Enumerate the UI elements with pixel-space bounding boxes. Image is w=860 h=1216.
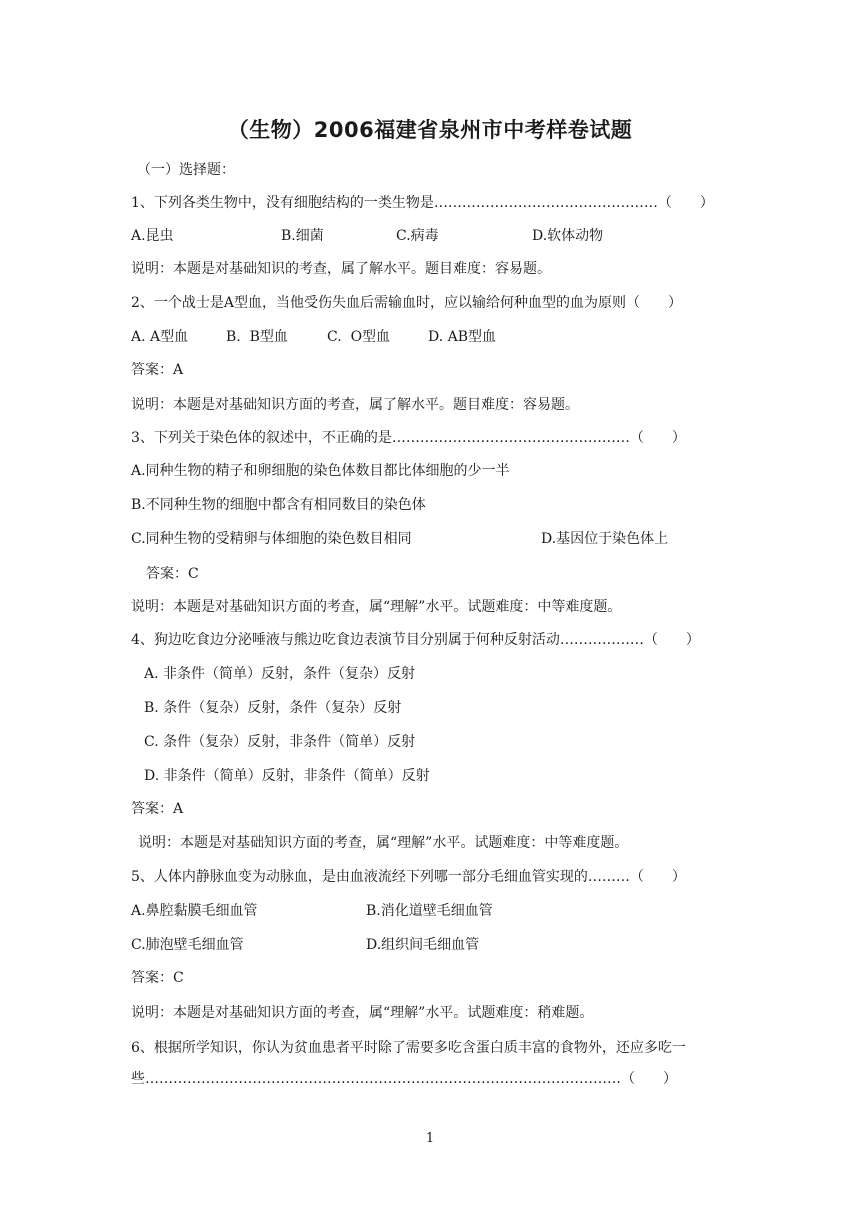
question-3-answer: 答案：C xyxy=(146,566,199,582)
question-4-note: 说明：本题是对基础知识方面的考查，属“理解”水平。试题难度：中等难度题。 xyxy=(138,835,629,851)
question-2-note: 说明：本题是对基础知识方面的考查，属了解水平。题目难度：容易题。 xyxy=(131,397,579,413)
question-2-option-b: B. B型血 xyxy=(226,329,288,345)
question-3-option-d: D.基因位于染色体上 xyxy=(541,531,669,547)
question-3-stem: 3、下列关于染色体的叙述中，不正确的是……………………………………………（ ） xyxy=(131,430,686,446)
question-5-stem: 5、人体内静脉血变为动脉血，是由血液流经下列哪一部分毛细血管实现的………（ ） xyxy=(131,869,686,885)
question-2-option-d: D. AB型血 xyxy=(428,329,497,345)
question-5-note: 说明：本题是对基础知识方面的考查，属“理解”水平。试题难度：稍难题。 xyxy=(131,1005,594,1021)
question-6-stem-continued: 些…………………………………………………………………………………………（ ） xyxy=(131,1071,677,1087)
question-4-option-c: C. 条件（复杂）反射，非条件（简单）反射 xyxy=(144,734,416,750)
question-1-option-a: A.昆虫 xyxy=(131,228,174,244)
question-3-option-b: B.不同种生物的细胞中都含有相同数目的染色体 xyxy=(131,497,426,513)
question-5-option-b: B.消化道壁毛细血管 xyxy=(366,903,493,919)
question-3-note: 说明：本题是对基础知识方面的考查，属“理解”水平。试题难度：中等难度题。 xyxy=(131,599,622,615)
question-1-option-b: B.细菌 xyxy=(281,228,324,244)
page-number: 1 xyxy=(425,1131,435,1146)
question-2-stem: 2、一个战士是A型血，当他受伤失血后需输血时，应以输给何种血型的血为原则（ ） xyxy=(131,295,683,311)
question-4-option-b: B. 条件（复杂）反射，条件（复杂）反射 xyxy=(144,700,402,716)
question-2-answer: 答案：A xyxy=(131,362,184,378)
question-4-option-d: D. 非条件（简单）反射，非条件（简单）反射 xyxy=(144,768,430,784)
question-1-option-c: C.病毒 xyxy=(396,228,439,244)
question-6-stem: 6、根据所学知识，你认为贫血患者平时除了需要多吃含蛋白质丰富的食物外，还应多吃一 xyxy=(131,1040,686,1056)
question-1-note: 说明：本题是对基础知识的考查，属了解水平。题目难度：容易题。 xyxy=(131,261,551,277)
question-3-option-a: A.同种生物的精子和卵细胞的染色体数目都比体细胞的少一半 xyxy=(131,463,510,479)
page-title: （生物）2006福建省泉州市中考样卷试题 xyxy=(227,118,633,142)
section-heading: （一）选择题： xyxy=(137,162,235,178)
question-1-stem: 1、下列各类生物中，没有细胞结构的一类生物是…………………………………………（ ） xyxy=(131,195,714,211)
question-5-option-d: D.组织间毛细血管 xyxy=(366,937,480,953)
question-3-option-c: C.同种生物的受精卵与体细胞的染色数目相同 xyxy=(131,531,412,547)
question-4-stem: 4、狗边吃食边分泌唾液与熊边吃食边表演节目分别属于何种反射活动………………（ ） xyxy=(131,632,700,648)
question-1-option-d: D.软体动物 xyxy=(532,228,604,244)
question-5-option-a: A.鼻腔黏膜毛细血管 xyxy=(131,903,258,919)
question-2-option-a: A. A型血 xyxy=(131,329,189,345)
question-4-answer: 答案：A xyxy=(131,801,184,817)
question-2-option-c: C. O型血 xyxy=(327,329,391,345)
question-5-answer: 答案：C xyxy=(131,970,184,986)
question-4-option-a: A. 非条件（简单）反射，条件（复杂）反射 xyxy=(144,666,416,682)
question-5-option-c: C.肺泡壁毛细血管 xyxy=(131,937,244,953)
